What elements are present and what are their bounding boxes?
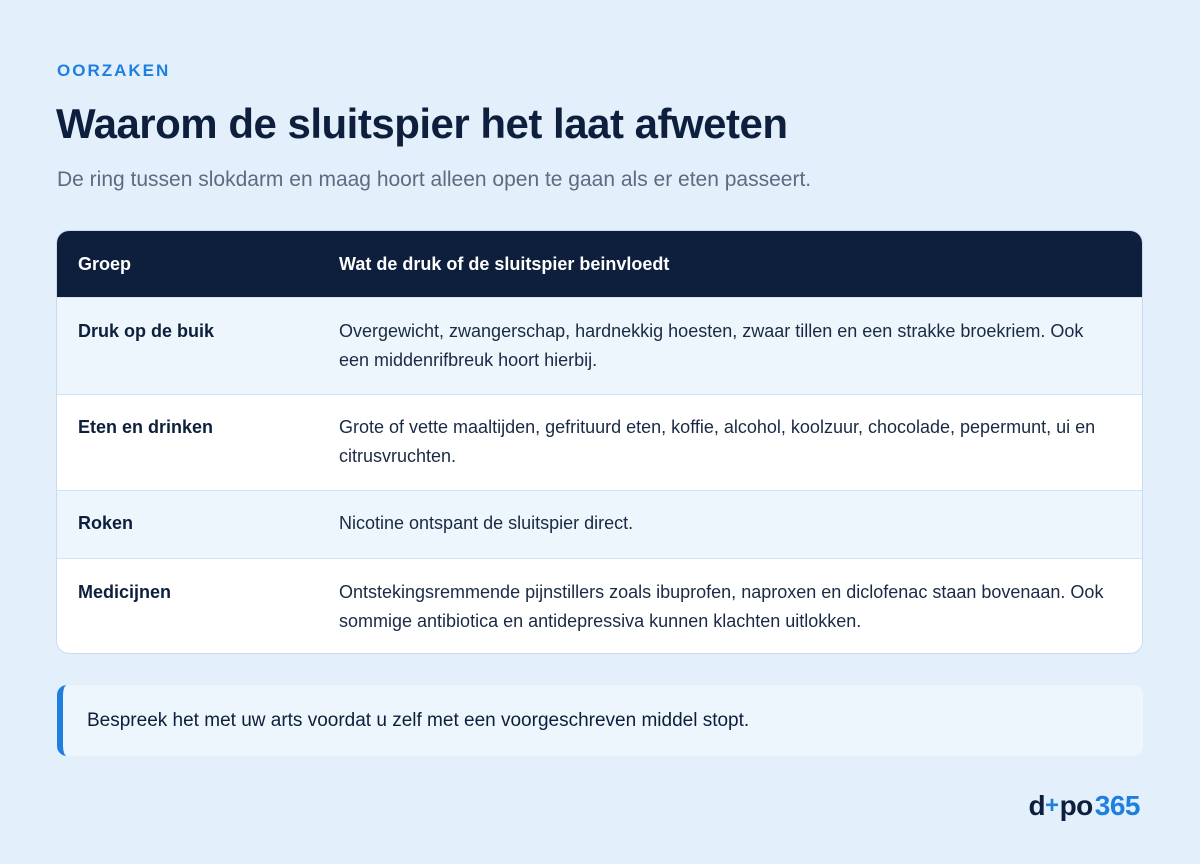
table-header xyxy=(57,231,1142,297)
row-group-label: Roken xyxy=(78,513,134,533)
table-row xyxy=(57,394,1142,490)
logo-plus-icon: + xyxy=(1045,792,1059,819)
table-row xyxy=(57,558,1142,653)
advice-note-text: Bespreek het met uw arts voordat u zelf met een voorgeschreven middel stopt. xyxy=(87,709,750,731)
section-eyebrow: OORZAKEN xyxy=(57,61,171,80)
page-subtitle: De ring tussen slokdarm en maag hoort alleen open te gaan als er eten passeert. xyxy=(57,168,812,191)
row-description: Grote of vette maaltijden, gefrituurd eten, koffie, alcohol, koolzuur, chocolade, pepermunt, ui en citrusvruchten. xyxy=(339,417,1096,466)
column-header-description: Wat de druk of de sluitspier beinvloedt xyxy=(339,253,670,274)
row-description: Overgewicht, zwangerschap, hardnekkig hoesten, zwaar tillen en een strakke broekriem. Ook een middenrifbreuk hoort hierbij. xyxy=(339,321,1084,370)
row-group-label: Medicijnen xyxy=(78,582,172,602)
row-group-label: Druk op de buik xyxy=(78,321,215,341)
table-row xyxy=(57,297,1142,394)
apo365-logo xyxy=(1028,790,1140,822)
advice-note xyxy=(57,685,1143,756)
row-description: Ontstekingsremmende pijnstillers zoals ibuprofen, naproxen en diclofenac staan bovenaan. Ook sommige antibiotica en antidepressiva kunnen klachten uitlokken. xyxy=(339,582,1104,631)
logo-letter-d: d xyxy=(1028,790,1046,821)
causes-table xyxy=(57,231,1142,653)
row-group-label: Eten en drinken xyxy=(78,417,214,437)
logo-number: 365 xyxy=(1094,790,1140,821)
column-header-group: Groep xyxy=(78,253,132,274)
page-title: Waarom de sluitspier het laat afweten xyxy=(56,100,788,147)
logo-text-po: po xyxy=(1059,790,1093,821)
row-description: Nicotine ontspant de sluitspier direct. xyxy=(339,513,634,533)
table-row xyxy=(57,490,1142,558)
